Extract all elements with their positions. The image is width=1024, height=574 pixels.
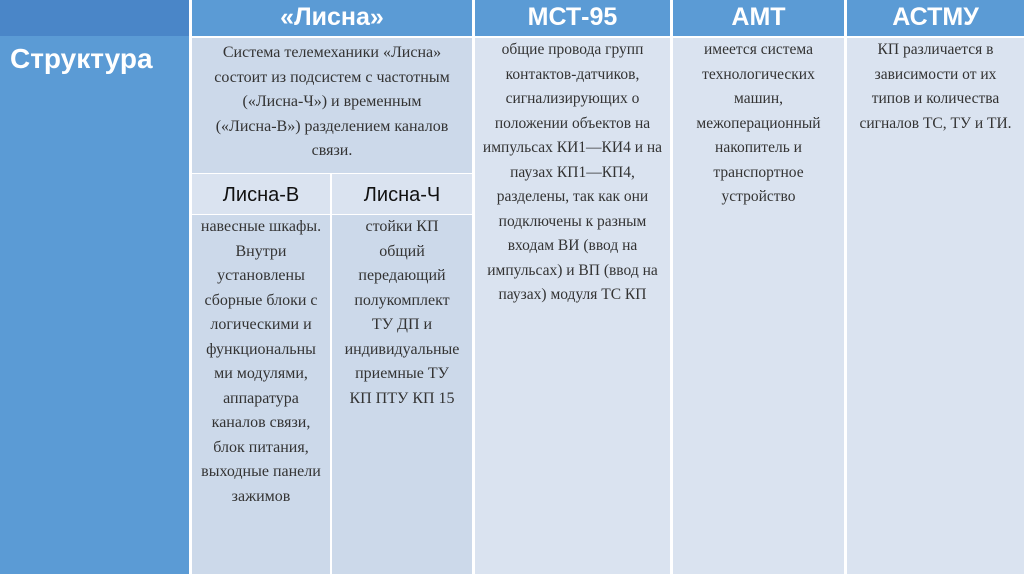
lisna-description: Система телемеханики «Лисна» состоит из подсистем с частотным («Лисна-Ч») и временным («Лисна-В») разделением каналов связи. <box>192 38 472 173</box>
header-lisna: «Лисна» <box>192 0 472 36</box>
corner-cell <box>0 0 189 36</box>
astmu-text: КП различается в зависимости от их типов и количества сигналов ТС, ТУ и ТИ. <box>847 38 1024 574</box>
lisna-v-text: навесные шкафы. Внутри установлены сборные блоки с логическими и функциональны ми модулями, аппаратура каналов связи, блок питания, выходные панели зажимов <box>192 215 330 574</box>
subheader-lisna-v: Лисна-В <box>192 174 330 214</box>
subheader-lisna-ch: Лисна-Ч <box>332 174 472 214</box>
lisna-ch-text: стойки КП общий передающий полукомплект ТУ ДП и индивидуальные приемные ТУ КП ПТУ КП 15 <box>332 215 472 574</box>
row-label: Структура <box>10 43 153 74</box>
header-mst95: МСТ-95 <box>475 0 670 36</box>
header-astmu: АСТМУ <box>847 0 1024 36</box>
mst95-text: общие провода групп контактов-датчиков, сигнализирующих о положении объектов на импульсах КИ1—КИ4 и на паузах КП1—КП4, разделены, так как они подключены к разным входам ВИ (ввод на импульсах) и ВП (ввод на паузах) модуля ТС КП <box>475 38 670 574</box>
amt-text: имеется система технологических машин, межоперационный накопитель и транспортное устройство <box>673 38 844 574</box>
header-amt: АМТ <box>673 0 844 36</box>
row-label-cell <box>0 0 189 574</box>
